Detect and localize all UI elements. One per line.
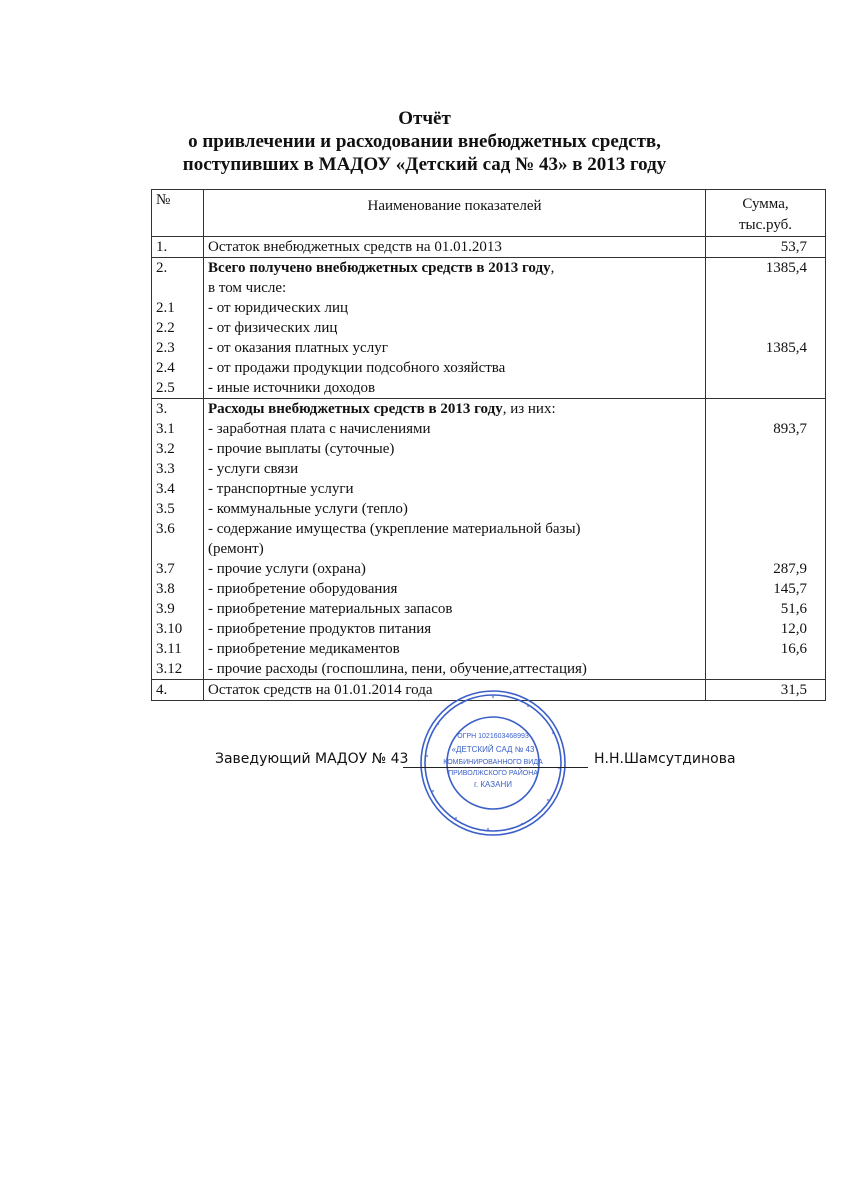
seal-line2: КОМБИНИРОВАННОГО ВИДА — [443, 759, 543, 766]
row-2-1-name: - от юридических лиц — [208, 300, 349, 316]
row-3-num: 3. — [156, 401, 168, 417]
row-2-2-num: 2.2 — [156, 320, 175, 336]
row-3-4-name: - транспортные услуги — [208, 481, 354, 497]
row-3-3-sum — [710, 459, 807, 479]
row-2-5-sum — [710, 378, 807, 398]
row-3-name-col — [204, 399, 706, 680]
report-title: Отчёт — [398, 108, 451, 129]
row-3-10-num: 3.10 — [156, 621, 183, 637]
row-3-7-name: - прочие услуги (охрана) — [208, 561, 366, 577]
row-2-3-name: - от оказания платных услуг — [208, 340, 388, 356]
row-3-1-sum: 893,7 — [773, 421, 807, 437]
row-3-6-sum — [710, 519, 807, 539]
seal-center-text — [443, 733, 543, 789]
row-3-9-sum: 51,6 — [780, 601, 807, 617]
row-2-4-name: - от продажи продукции подсобного хозяйства — [208, 360, 506, 376]
row-4-name: Остаток средств на 01.01.2014 года — [204, 680, 706, 701]
row-2-3-num: 2.3 — [156, 340, 175, 356]
header-sum-line2: тыс.руб. — [738, 217, 793, 233]
signatory-position: Заведующий МАДОУ № 43 — [215, 751, 409, 767]
row-3-4-sum — [710, 479, 807, 499]
row-3-5-name: - коммунальные услуги (тепло) — [208, 501, 408, 517]
row-2-5-num: 2.5 — [156, 380, 175, 396]
row-2-4-sum — [710, 358, 807, 378]
row-3-3-name: - услуги связи — [208, 461, 299, 477]
row-2-heading — [208, 258, 701, 278]
row-2-3-sum: 1385,4 — [765, 340, 807, 356]
table-row-3 — [152, 399, 826, 680]
row-2-heading-bold: Всего получено внебюджетных средств в 2013 году — [208, 260, 551, 276]
row-2-sum-col — [706, 258, 826, 399]
header-num: № — [152, 190, 204, 237]
table-row-1 — [152, 237, 826, 258]
row-3-heading-bold: Расходы внебюджетных средств в 2013 году — [208, 401, 503, 417]
row-2-2-name: - от физических лиц — [208, 320, 338, 336]
row-2-heading-rest: , — [550, 260, 555, 276]
row-2-1-sum — [710, 298, 807, 318]
row-1-num: 1. — [152, 237, 204, 258]
row-3-5-num: 3.5 — [156, 501, 175, 517]
row-1-name: Остаток внебюджетных средств на 01.01.2013 — [204, 237, 706, 258]
signature-line — [403, 767, 588, 768]
row-3-3-num: 3.3 — [156, 461, 175, 477]
row-3-2-num: 3.2 — [156, 441, 175, 457]
organization-seal — [418, 688, 568, 838]
row-3-sum-col — [706, 399, 826, 680]
row-3-11-num: 3.11 — [156, 641, 182, 657]
row-2-sum: 1385,4 — [765, 260, 807, 276]
report-table — [151, 189, 826, 701]
row-3-8-sum: 145,7 — [773, 581, 807, 597]
row-3-11-sum: 16,6 — [780, 641, 807, 657]
seal-line1: «ДЕТСКИЙ САД № 43 — [451, 745, 535, 754]
report-subtitle-line2: поступивших в МАДОУ «Детский сад № 43» в 2013 году — [182, 154, 667, 175]
row-3-10-sum: 12,0 — [780, 621, 807, 637]
header-sum-line1: Сумма, — [742, 196, 789, 212]
row-2-name-col — [204, 258, 706, 399]
row-2-num-col — [152, 258, 204, 399]
row-3-9-name: - приобретение материальных запасов — [208, 601, 453, 617]
row-4-sum: 31,5 — [706, 680, 826, 701]
seal-line3: ПРИВОЛЖСКОГО РАЙОНА — [448, 770, 538, 777]
row-3-4-num: 3.4 — [156, 481, 175, 497]
row-2-intro: в том числе: — [208, 280, 287, 296]
row-2-2-sum — [710, 318, 807, 338]
row-3-1-num: 3.1 — [156, 421, 175, 437]
row-2-5-name: - иные источники доходов — [208, 380, 376, 396]
row-3-6-num: 3.6 — [156, 521, 175, 537]
row-3-heading — [208, 399, 701, 419]
row-3-11-name: - приобретение медикаментов — [208, 641, 400, 657]
seal-ogrn: ОГРН 1021603468993 — [457, 733, 529, 740]
row-3-9-num: 3.9 — [156, 601, 175, 617]
row-3-10-name: - приобретение продуктов питания — [208, 621, 432, 637]
header-sum — [706, 190, 826, 237]
table-header-row — [152, 190, 826, 237]
signatory-name: Н.Н.Шамсутдинова — [594, 751, 736, 767]
row-3-7-num: 3.7 — [156, 561, 175, 577]
table-row-2 — [152, 258, 826, 399]
seal-line4: г. КАЗАНИ — [474, 780, 512, 789]
row-3-12-name: - прочие расходы (госпошлина, пени, обучение,аттестация) — [208, 661, 587, 677]
header-name: Наименование показателей — [204, 190, 706, 237]
row-2-4-num: 2.4 — [156, 360, 175, 376]
row-3-6-name-cont: (ремонт) — [208, 541, 264, 557]
row-3-8-name: - приобретение оборудования — [208, 581, 398, 597]
row-2-1-num: 2.1 — [156, 300, 175, 316]
row-3-12-num: 3.12 — [156, 661, 183, 677]
row-3-num-col — [152, 399, 204, 680]
row-3-5-sum — [710, 499, 807, 519]
row-3-2-sum — [710, 439, 807, 459]
row-3-12-sum — [710, 659, 807, 679]
row-3-6-name: - содержание имущества (укрепление материальной базы) — [208, 521, 581, 537]
row-3-8-num: 3.8 — [156, 581, 175, 597]
row-4-num: 4. — [152, 680, 204, 701]
row-3-heading-rest: , из них: — [502, 401, 556, 417]
row-1-sum: 53,7 — [706, 237, 826, 258]
row-3-7-sum: 287,9 — [773, 561, 807, 577]
row-3-2-name: - прочие выплаты (суточные) — [208, 441, 395, 457]
report-subtitle-line1: о привлечении и расходовании внебюджетных средств, — [188, 131, 661, 152]
row-3-1-name: - заработная плата с начислениями — [208, 421, 431, 437]
row-2-num: 2. — [156, 260, 168, 276]
